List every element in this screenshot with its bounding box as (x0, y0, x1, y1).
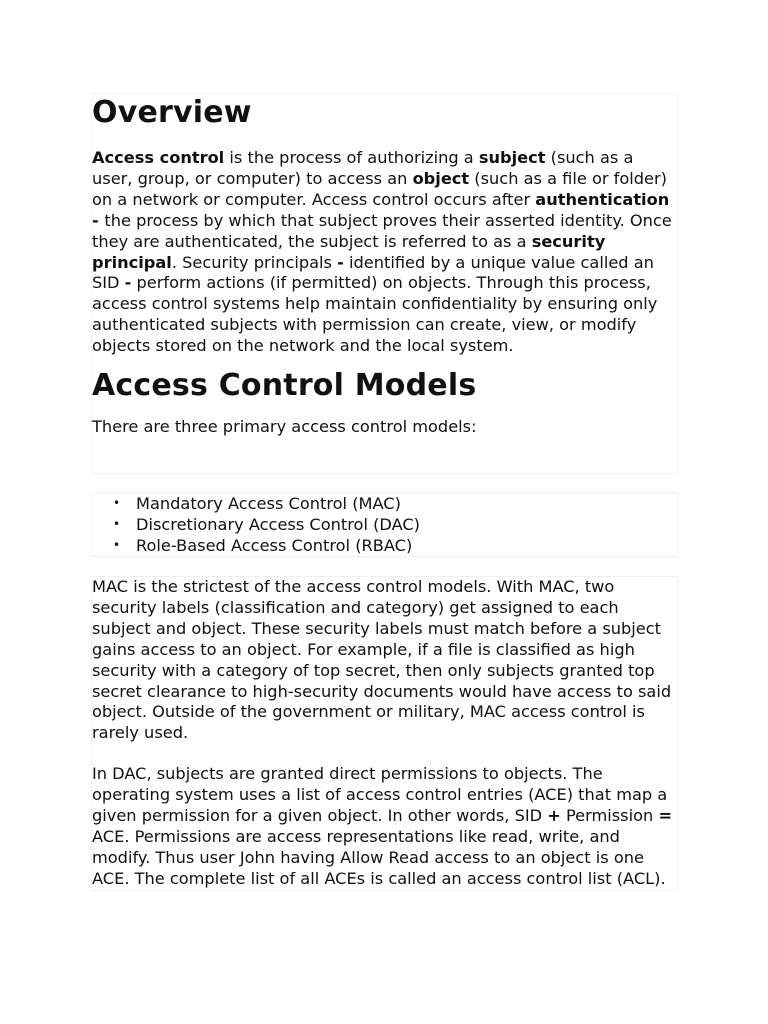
list-item: • Role-Based Access Control (RBAC) (113, 536, 413, 555)
overview-heading: Overview (92, 95, 252, 130)
bullet-icon: • (113, 538, 121, 552)
dac-paragraph: In DAC, subjects are granted direct permissions to objects. The operating system uses a list of access control entries (ACE) that map a given permission for a given object. In other words, SID + Permission = ACE. Permissions are access representations like read, write, and modify. Thus user John having Allow Read access to an object is one ACE. The complete list of all ACEs is called an access control list (ACL). (92, 764, 673, 888)
models-list (91, 492, 678, 557)
term-subject: subject (478, 148, 546, 167)
models-heading: Access Control Models (92, 368, 477, 404)
term-access-control: Access control (92, 148, 225, 167)
list-item: • Discretionary Access Control (DAC) (113, 515, 420, 534)
bullet-icon: • (113, 496, 121, 510)
list-item: • Mandatory Access Control (MAC) (113, 494, 401, 513)
overview-section (91, 93, 678, 474)
models-intro: There are three primary access control models: (92, 417, 477, 437)
overview-paragraph: Access control is the process of authorizing a subject (such as a user, group, or computer) to access an object (such as a file or folder) on a network or computer. Access control occurs after authentication - the process by which that subject proves their asserted identity. Once they are authenticated, the subject is referred to as a security principal. Security principals - identified by a unique value called an SID - perform actions (if permitted) on objects. Through this process, access control systems help maintain confidentiality by ensuring only authenticated subjects with permission can create, view, or modify objects stored on the network and the local system. (92, 148, 672, 356)
mac-paragraph: MAC is the strictest of the access control models. With MAC, two security labels (classification and category) get assigned to each subject and object. These security labels must match before a subject gains access to an object. For example, if a file is classified as high security with a category of top secret, then only subjects granted top secret clearance to high-security documents would have access to said object. Outside of the government or military, MAC access control is rarely used. (92, 577, 672, 743)
term-security-principal: security principal (92, 231, 606, 272)
bullet-icon: • (113, 517, 121, 531)
document-page (91, 93, 678, 891)
term-object: object (412, 168, 470, 188)
mac-dac-section (91, 576, 678, 891)
term-authentication: authentication - (92, 189, 670, 230)
